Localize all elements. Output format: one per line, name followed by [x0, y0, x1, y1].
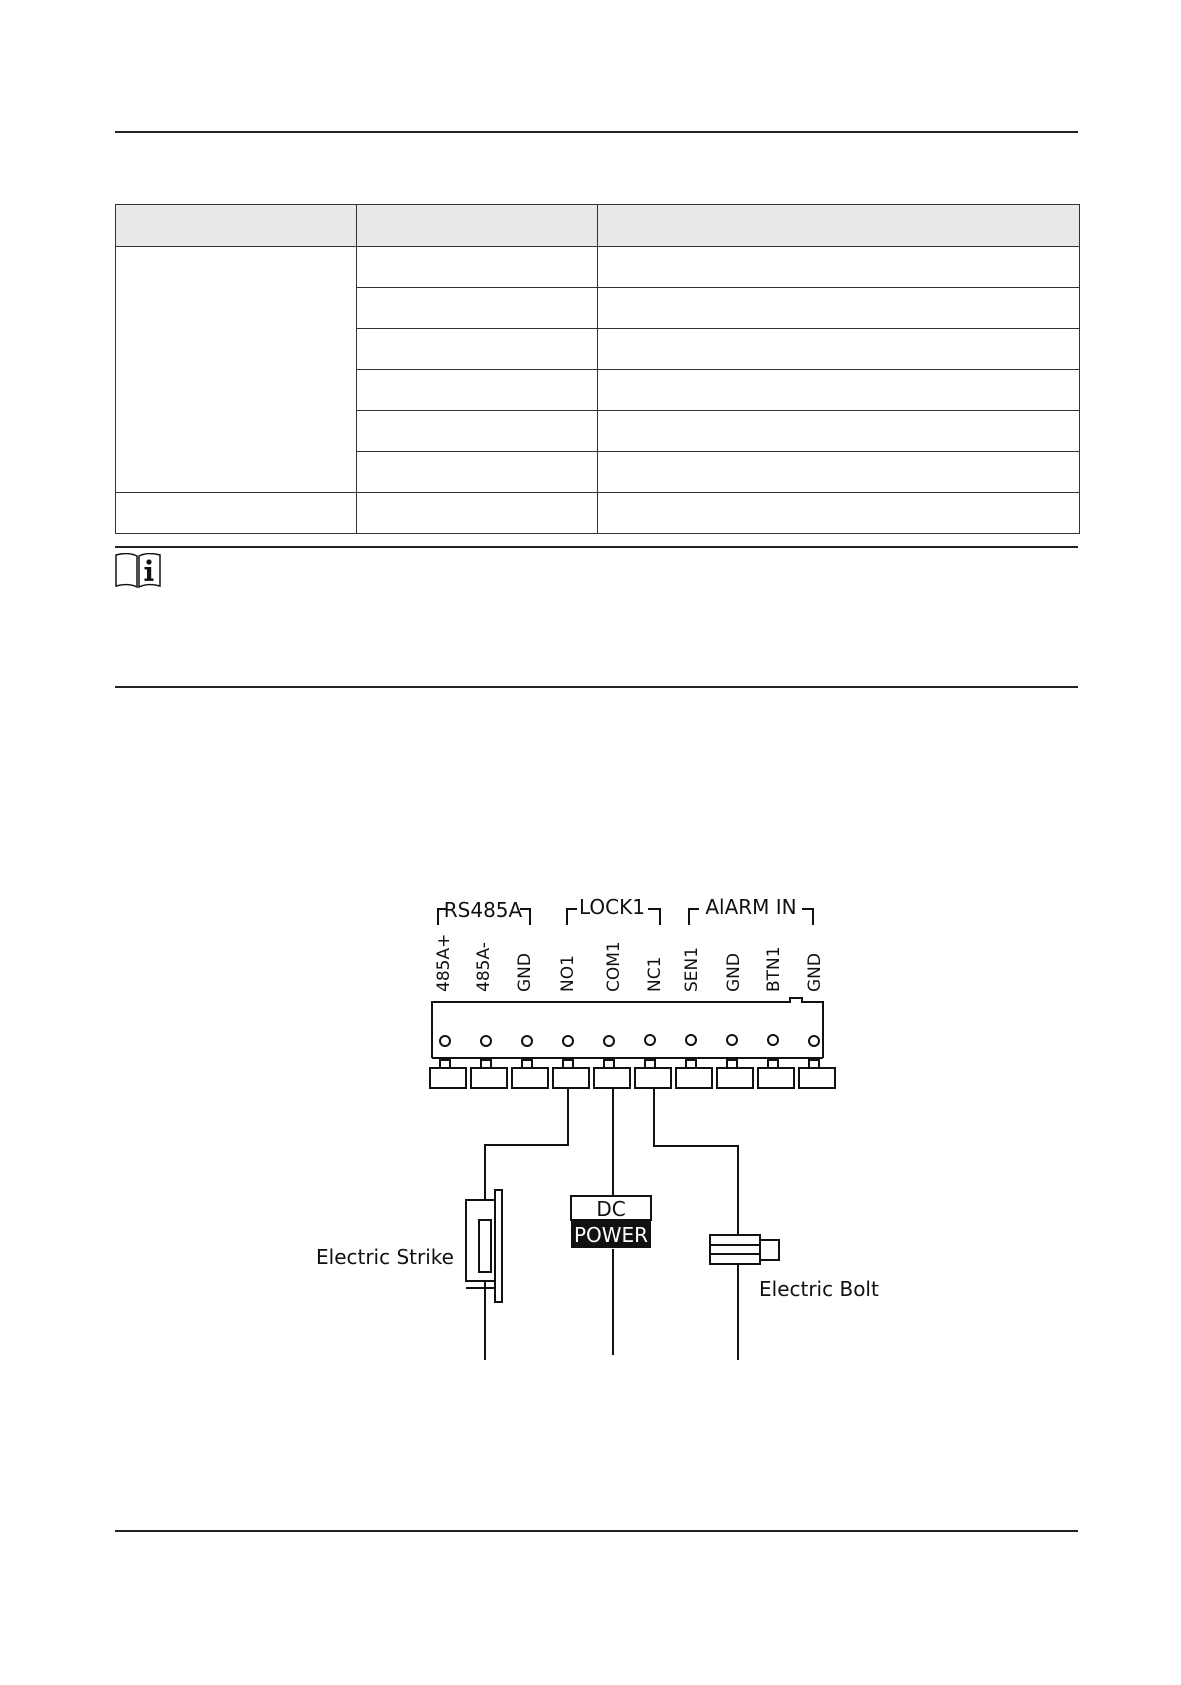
- table-cell: [357, 247, 598, 288]
- pin-label: NO1: [558, 955, 578, 992]
- table-cell: [598, 370, 1080, 411]
- table-row: [116, 493, 1080, 534]
- table-group-cell: [116, 247, 357, 493]
- pin-label: GND: [724, 953, 744, 992]
- power-label: POWER: [573, 1223, 649, 1247]
- pin-label: GND: [515, 953, 535, 992]
- note-book-info-icon: [115, 553, 161, 589]
- table-cell: [598, 452, 1080, 493]
- table-cell: [357, 329, 598, 370]
- terminal-block: [430, 998, 835, 1088]
- table-header-cell: [598, 205, 1080, 247]
- note-top-rule: [115, 546, 1078, 548]
- pin-label: 485A-: [474, 942, 494, 992]
- terminal-spec-table: [115, 204, 1080, 534]
- pin-label: GND: [805, 953, 825, 992]
- lock-group-label: LOCK1: [579, 895, 645, 919]
- table-header-row: [116, 205, 1080, 247]
- table-cell: [357, 288, 598, 329]
- lock-wiring-diagram: [0, 880, 1181, 1360]
- table-row: [116, 247, 1080, 288]
- table-cell: [598, 247, 1080, 288]
- pin-label: COM1: [604, 941, 624, 992]
- page-footer-rule: [115, 1530, 1078, 1532]
- pin-label: NC1: [645, 956, 665, 992]
- table-header-cell: [357, 205, 598, 247]
- alarm-group-label: AlARM IN: [705, 895, 797, 919]
- electric-bolt-icon: [710, 1235, 779, 1264]
- table-cell: [357, 411, 598, 452]
- table-cell: [357, 493, 598, 534]
- table-cell: [357, 452, 598, 493]
- table-cell: [598, 411, 1080, 452]
- pin-label: SEN1: [682, 946, 702, 992]
- pin-label: BTN1: [764, 946, 784, 992]
- table-cell: [598, 288, 1080, 329]
- electric-bolt-label: Electric Bolt: [759, 1277, 879, 1301]
- table-cell: [598, 493, 1080, 534]
- dc-label: DC: [596, 1197, 626, 1221]
- table-cell: [116, 493, 357, 534]
- table-cell: [357, 370, 598, 411]
- note-bottom-rule: [115, 686, 1078, 688]
- electric-strike-label: Electric Strike: [316, 1245, 454, 1269]
- table-header-cell: [116, 205, 357, 247]
- page-header-rule: [115, 131, 1078, 133]
- rs485-group-label: RS485A: [443, 898, 523, 922]
- table-cell: [598, 329, 1080, 370]
- pin-label: 485A+: [434, 933, 454, 992]
